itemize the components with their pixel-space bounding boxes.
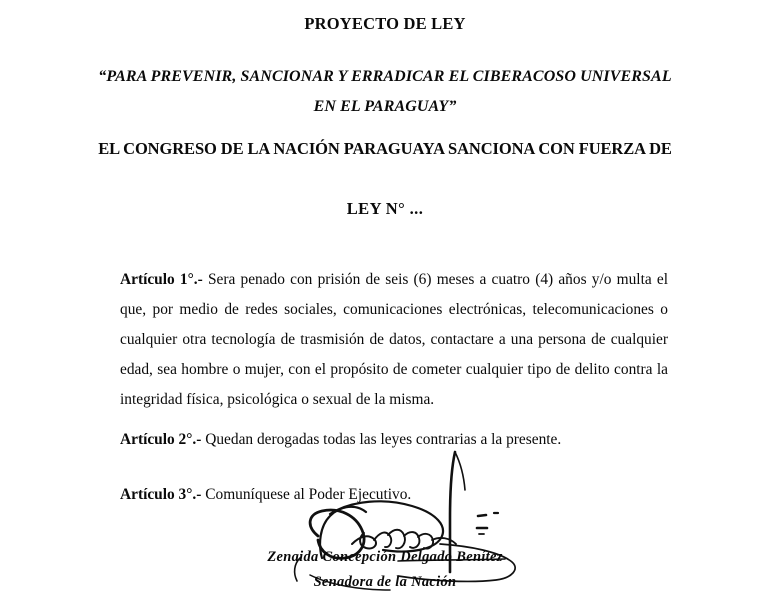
congress-enactment-line: EL CONGRESO DE LA NACIÓN PARAGUAYA SANCIONA CON FUERZA DE xyxy=(98,139,672,158)
page-title: PROYECTO DE LEY xyxy=(304,14,466,33)
article-1 xyxy=(120,265,668,415)
signatory-name: Zenaida Concepción Delgado Benítez xyxy=(267,549,503,565)
document-subtitle-line-2: EN EL PARAGUAY” xyxy=(313,98,457,115)
document-subtitle-line-1: “PARA PREVENIR, SANCIONAR Y ERRADICAR EL CIBERACOSO UNIVERSAL xyxy=(98,68,672,85)
signatory-role: Senadora de la Nación xyxy=(313,574,457,590)
article-1-text: Sera penado con prisión de seis (6) meses a cuatro (4) años y/o multa el que, por medio de redes sociales, comunicaciones electrónicas, telecomunicaciones o cualquier otra tecnología de trasmisión de datos, contactare a una persona de cualquier edad, sea hombre o mujer, con el propósito de cometer cualquier tipo de delito contra la integridad física, psicológica o sexual de la misma. xyxy=(120,271,668,409)
article-3-text: Comuníquese al Poder Ejecutivo. xyxy=(201,486,412,504)
article-2-label: Artículo 2°.- xyxy=(120,431,202,449)
article-1-label: Artículo 1°.- xyxy=(120,271,203,289)
article-2-text: Quedan derogadas todas las leyes contrarias a la presente. xyxy=(201,431,562,449)
law-number-line: LEY N° ... xyxy=(346,199,424,218)
article-3-label: Artículo 3°.- xyxy=(120,486,202,504)
document-subtitle xyxy=(95,62,675,122)
